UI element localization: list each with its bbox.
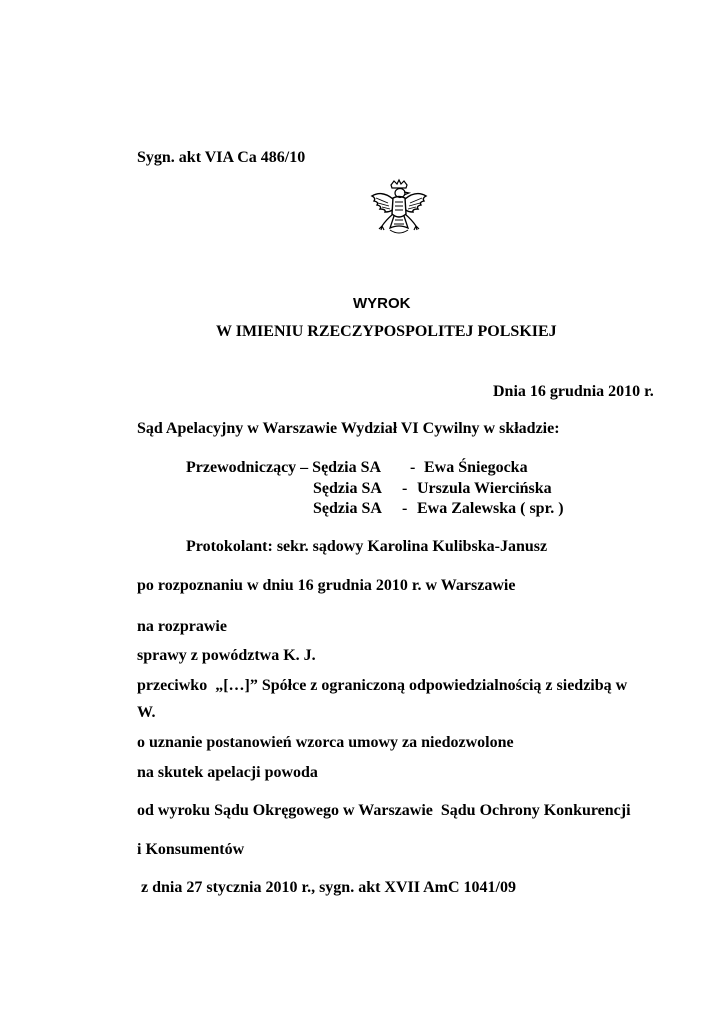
panel-separator: - <box>402 480 408 497</box>
clerk-line: Protokolant: sekr. sądowy Karolina Kulibska-Janusz <box>186 538 548 555</box>
appeal-line: na skutek apelacji powoda <box>137 764 318 781</box>
verdict-heading: WYROK <box>353 295 411 312</box>
judge-name: Urszula Wiercińska <box>417 480 552 497</box>
defendant-city: W. <box>137 704 156 721</box>
claimant-line: sprawy z powództwa K. J. <box>137 647 316 664</box>
defendant-line: przeciwko „[…]” Spółce z ograniczoną odpowiedzialnością z siedzibą w <box>137 677 628 694</box>
judge-name: Ewa Zalewska ( spr. ) <box>417 500 564 517</box>
lower-court-judgment-date: z dnia 27 stycznia 2010 r., sygn. akt XVII AmC 1041/09 <box>137 879 516 896</box>
hearing-type: na rozprawie <box>137 618 227 635</box>
presiding-judge-name: Ewa Śniegocka <box>424 459 528 476</box>
judge-role: Sędzia SA <box>313 480 382 497</box>
panel-separator: - <box>410 459 416 476</box>
lower-court-judgment-line: od wyroku Sądu Okręgowego w Warszawie Sądu Ochrony Konkurencji <box>137 802 631 819</box>
judge-role: Sędzia SA <box>313 500 382 517</box>
hearing-line: po rozpoznaniu w dniu 16 grudnia 2010 r. w Warszawie <box>137 577 516 594</box>
judgment-date: Dnia 16 grudnia 2010 r. <box>493 383 654 400</box>
case-signature: Sygn. akt VIA Ca 486/10 <box>137 149 306 166</box>
court-composition-line: Sąd Apelacyjny w Warszawie Wydział VI Cywilny w składzie: <box>137 420 560 437</box>
presiding-judge-role: Przewodniczący – Sędzia SA <box>186 459 382 476</box>
subject-line: o uznanie postanowień wzorca umowy za niedozwolone <box>137 734 514 751</box>
lower-court-judgment-line-cont: i Konsumentów <box>137 841 245 858</box>
polish-eagle-emblem-icon <box>366 178 432 244</box>
verdict-subtitle: W IMIENIU RZECZYPOSPOLITEJ POLSKIEJ <box>216 323 557 340</box>
panel-separator: - <box>402 500 408 517</box>
